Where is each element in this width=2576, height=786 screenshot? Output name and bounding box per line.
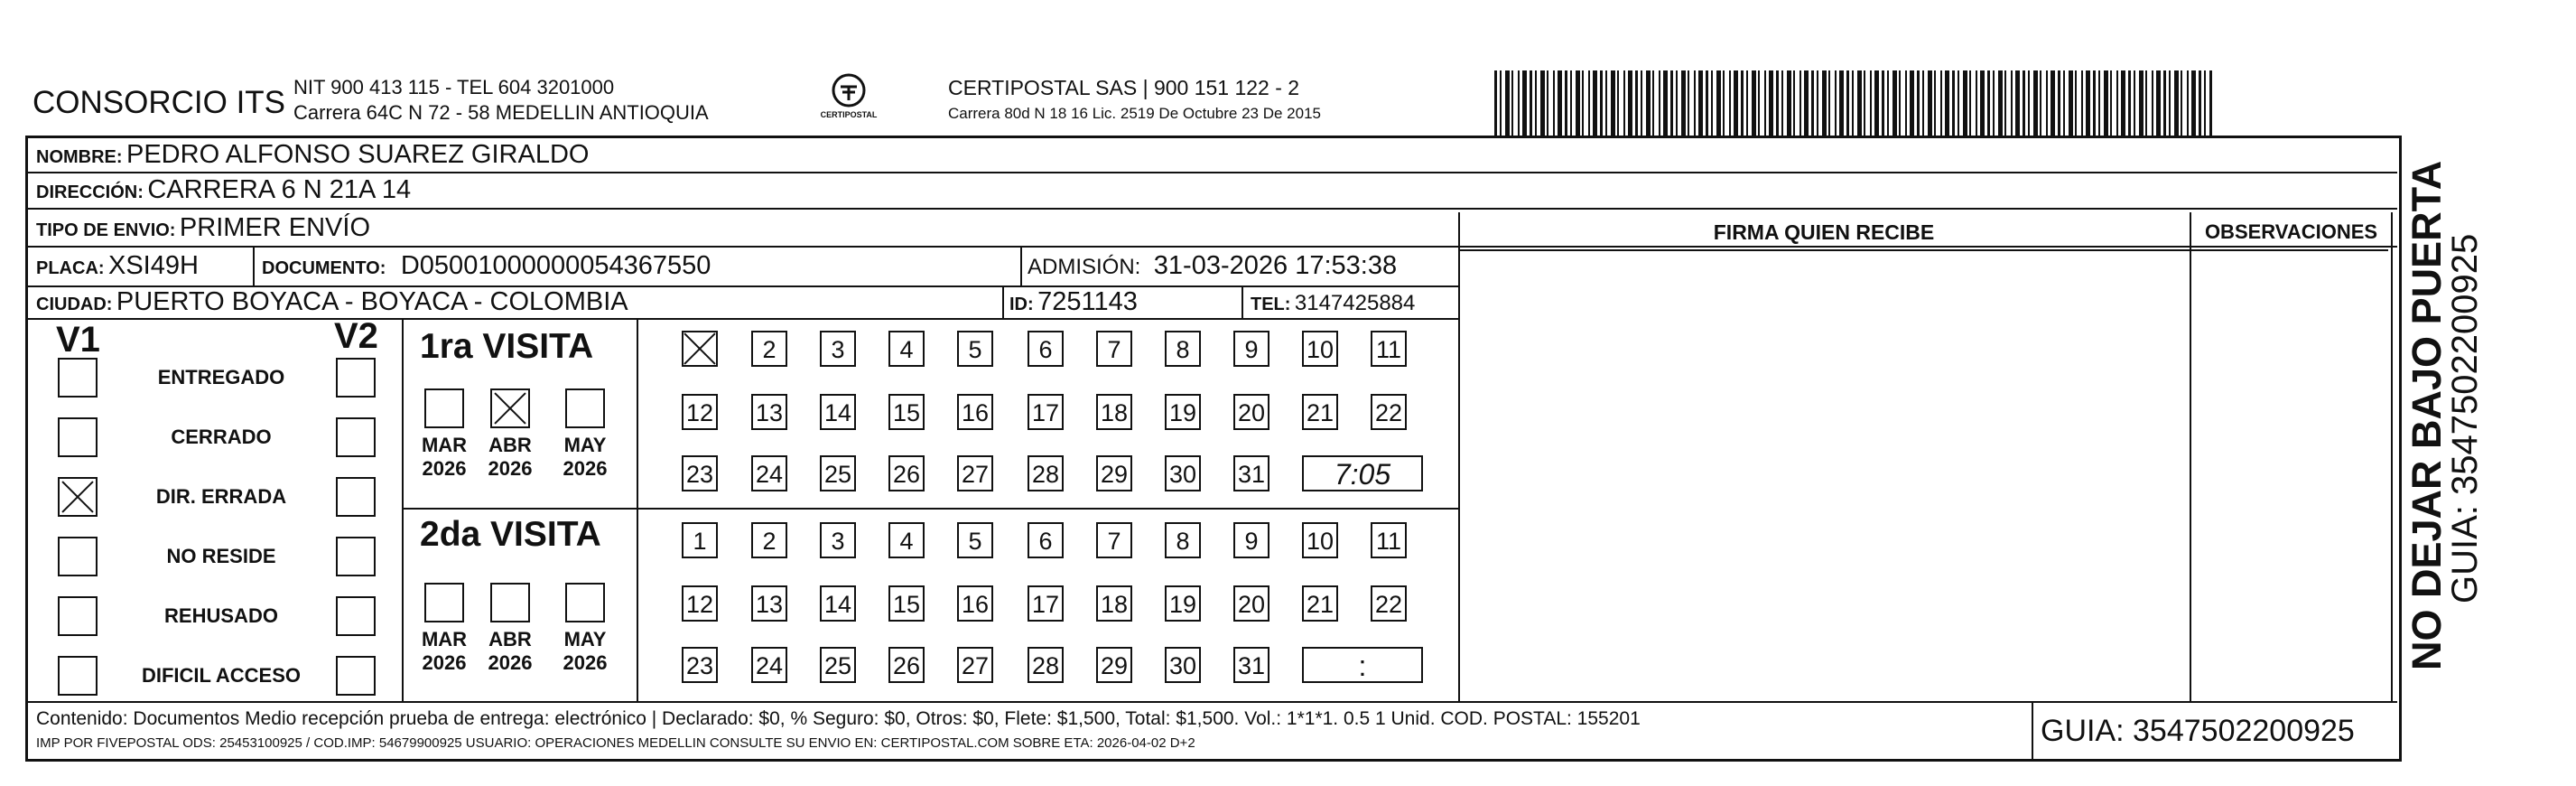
day-box[interactable]: 2 [751,331,787,367]
ciudad-field [36,287,628,317]
day-box[interactable]: 26 [888,647,925,683]
v1-checkbox[interactable] [58,358,98,398]
day-box[interactable]: 29 [1096,647,1132,683]
month-label: ABR [488,628,532,650]
direccion-value: CARRERA 6 N 21A 14 [147,175,412,204]
day-box[interactable]: 1 [682,522,718,558]
month-label: MAR [421,628,468,650]
month-checkbox[interactable] [565,388,605,428]
day-box[interactable]: 21 [1302,585,1338,622]
month-checkbox[interactable] [424,583,464,622]
nombre-label: NOMBRE: [36,147,123,167]
day-box[interactable]: 15 [888,394,925,430]
second-visit-title: 2da VISITA [420,515,601,554]
month-year: 2026 [422,457,467,480]
v1-checkbox[interactable] [58,537,98,576]
placa-label: PLACA: [36,258,105,278]
day-box[interactable]: 20 [1233,394,1269,430]
company-name: CONSORCIO ITS [33,85,286,120]
day-box[interactable]: 5 [957,331,993,367]
day-box[interactable]: 13 [751,585,787,622]
day-box[interactable]: 26 [888,455,925,491]
month-year: 2026 [488,457,533,480]
side-warning: NO DEJAR BAJO PUERTA [2404,160,2450,670]
month-checkbox[interactable] [424,388,464,428]
id-field [1009,287,1138,317]
month-year: 2026 [563,457,608,480]
direccion-row [36,175,411,205]
admision-value: 31-03-2026 17:53:38 [1153,251,1398,280]
day-box[interactable]: 30 [1165,455,1201,491]
month-label: MAR [421,434,468,456]
status-label: ENTREGADO [157,366,285,388]
day-box[interactable]: 9 [1233,331,1269,367]
month-year: 2026 [422,651,467,674]
day-box[interactable]: 11 [1371,331,1407,367]
tipo-value: PRIMER ENVÍO [179,213,371,242]
logo-text: CERTIPOSTAL [820,110,878,119]
day-box[interactable]: 17 [1028,394,1064,430]
placa-field [36,251,199,281]
day-box[interactable]: 22 [1371,585,1407,622]
v2-checkbox[interactable] [336,358,376,398]
day-box[interactable]: 4 [888,331,925,367]
ciudad-value: PUERTO BOYACA - BOYACA - COLOMBIA [116,287,628,316]
v2-checkbox[interactable] [336,656,376,696]
day-box[interactable]: 16 [957,394,993,430]
day-box[interactable]: 20 [1233,585,1269,622]
month-year: 2026 [488,651,533,674]
v1-checkbox[interactable] [58,596,98,636]
v1-checkbox[interactable] [58,417,98,457]
month-checkbox[interactable] [565,583,605,622]
firma-header: FIRMA QUIEN RECIBE [1713,220,1935,244]
day-box[interactable]: 12 [682,585,718,622]
status-label: DIR. ERRADA [155,485,287,508]
day-box[interactable]: 21 [1302,394,1338,430]
v2-checkbox[interactable] [336,596,376,636]
v1-checkbox[interactable] [58,477,98,517]
firma-area[interactable] [1463,253,2185,696]
day-box[interactable]: 12 [682,394,718,430]
day-box[interactable]: 29 [1096,455,1132,491]
day-box[interactable]: 23 [682,455,718,491]
v2-checkbox[interactable] [336,537,376,576]
observaciones-header: OBSERVACIONES [2204,220,2378,243]
tipo-row [36,213,370,243]
day-box[interactable]: 15 [888,585,925,622]
day-box[interactable]: 10 [1302,522,1338,558]
day-box[interactable]: 9 [1233,522,1269,558]
day-box[interactable]: 18 [1096,394,1132,430]
company-nit: NIT 900 413 115 - TEL 604 3201000 [293,76,615,98]
ciudad-label: CIUDAD: [36,295,113,314]
month-year: 2026 [563,651,608,674]
tel-field [1251,291,1415,316]
status-label: NO RESIDE [166,545,276,567]
day-box[interactable]: 24 [751,455,787,491]
day-box[interactable]: 8 [1165,331,1201,367]
day-box[interactable]: 11 [1371,522,1407,558]
day-box[interactable]: 28 [1028,647,1064,683]
day-box[interactable]: 6 [1028,331,1064,367]
month-label: MAY [563,628,607,650]
day-box[interactable]: 4 [888,522,925,558]
day-box[interactable]: 28 [1028,455,1064,491]
day-box[interactable]: 5 [957,522,993,558]
day-box[interactable]: 2 [751,522,787,558]
day-box[interactable]: 3 [820,522,856,558]
month-label: MAY [563,434,607,456]
day-box[interactable]: 18 [1096,585,1132,622]
direccion-label: DIRECCIÓN: [36,182,144,202]
day-box[interactable]: 16 [957,585,993,622]
day-box[interactable]: 25 [820,647,856,683]
footer-guia: GUIA: 3547502200925 [2041,714,2355,748]
side-guia: GUIA: 3547502200925 [2445,233,2485,604]
day-box[interactable]: 7 [1096,331,1132,367]
documento-label: DOCUMENTO: [262,258,386,278]
status-label: REHUSADO [164,604,278,627]
documento-field [262,251,711,281]
v2-heading: V2 [334,316,378,356]
tel-label: TEL: [1251,295,1291,314]
day-box[interactable]: 23 [682,647,718,683]
v2-checkbox[interactable] [336,477,376,517]
id-label: ID: [1009,295,1034,314]
day-box[interactable]: 25 [820,455,856,491]
day-box[interactable]: 8 [1165,522,1201,558]
day-box[interactable]: 31 [1233,455,1269,491]
footer-content: Contenido: Documentos Medio recepción prueba de entrega: electrónico | Declarado: $0, % Seguro: $0, Otros: $0, Flete: $1,500, Total: $1,500. Vol.: 1*1*1. 0.5 1 Unid. COD. POSTAL: 155201 [36,708,1641,729]
day-box[interactable]: 13 [751,394,787,430]
id-value: 7251143 [1037,287,1138,316]
nombre-value: PEDRO ALFONSO SUAREZ GIRALDO [126,140,590,169]
day-box[interactable]: 31 [1233,647,1269,683]
first-visit-title: 1ra VISITA [420,327,594,366]
visit-time-box[interactable]: : [1302,647,1423,683]
documento-value: D05001000000054367550 [400,251,711,280]
v1-heading: V1 [56,320,100,360]
day-box[interactable]: 14 [820,394,856,430]
carrier-address: Carrera 80d N 18 16 Lic. 2519 De Octubre 23 De 2015 [948,105,1321,122]
v1-checkbox[interactable] [58,656,98,696]
v2-checkbox[interactable] [336,417,376,457]
day-box[interactable]: 27 [957,647,993,683]
month-checkbox[interactable] [490,388,530,428]
status-label: CERRADO [171,426,272,448]
day-box[interactable]: 14 [820,585,856,622]
day-box[interactable]: 17 [1028,585,1064,622]
visit-time-box[interactable]: 7:05 [1302,455,1423,491]
nombre-row [36,140,589,170]
admision-field [1028,251,1397,281]
day-box[interactable]: 10 [1302,331,1338,367]
tipo-label: TIPO DE ENVIO: [36,220,176,240]
day-box[interactable]: 19 [1165,394,1201,430]
barcode [1494,70,2212,138]
day-box[interactable] [682,331,718,367]
day-box[interactable]: 7 [1096,522,1132,558]
day-box[interactable]: 19 [1165,585,1201,622]
admision-label: ADMISIÓN: [1028,255,1141,279]
footer-print-info: IMP POR FIVEPOSTAL ODS: 25453100925 / COD.IMP: 54679900925 USUARIO: OPERACIONES MEDELLIN CONSULTE SU ENVIO EN: CERTIPOSTAL.COM SOBRE ETA: 2026-04-02 D+2 [36,735,1195,751]
tel-value: 3147425884 [1294,291,1416,315]
month-label: ABR [488,434,532,456]
day-box[interactable]: 6 [1028,522,1064,558]
carrier-name: CERTIPOSTAL SAS | 900 151 122 - 2 [948,76,1300,99]
day-box[interactable]: 30 [1165,647,1201,683]
day-box[interactable]: 24 [751,647,787,683]
day-box[interactable]: 22 [1371,394,1407,430]
observaciones-area[interactable] [2194,253,2388,696]
certipostal-logo [813,72,885,126]
day-box[interactable]: 27 [957,455,993,491]
status-label: DIFICIL ACCESO [141,664,301,687]
placa-value: XSI49H [108,251,199,280]
day-box[interactable]: 3 [820,331,856,367]
month-checkbox[interactable] [490,583,530,622]
company-address: Carrera 64C N 72 - 58 MEDELLIN ANTIOQUIA [293,101,709,124]
